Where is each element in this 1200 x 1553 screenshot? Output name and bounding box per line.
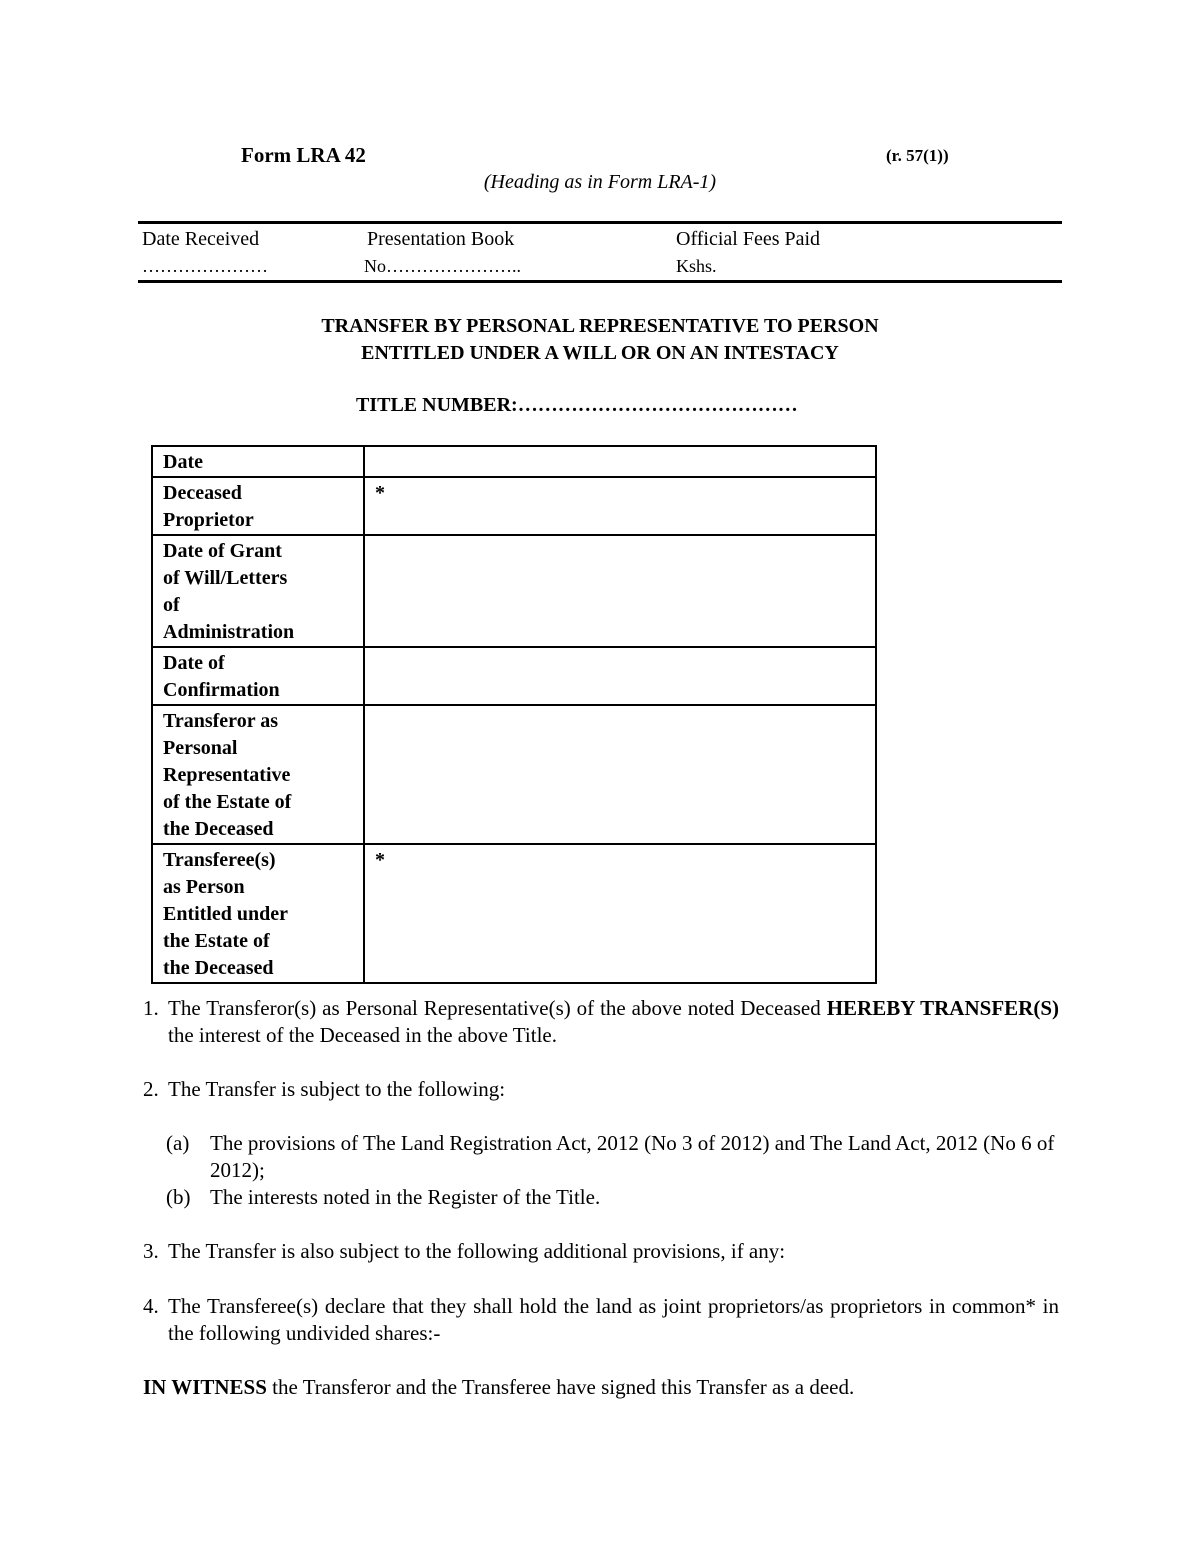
transfer-details-table [151, 445, 877, 984]
clause-1-text-b: the interest of the Deceased in the above Title. [168, 1023, 557, 1047]
clause-1-bold: HEREBY TRANSFER(S) [826, 996, 1059, 1020]
details-label-line: Date of Grant [163, 540, 282, 562]
details-label-line: as Person [163, 876, 245, 898]
clause-3-number: 3. [143, 1239, 159, 1263]
details-label-line: of the Estate of [163, 791, 292, 813]
details-label-line: the Deceased [163, 957, 274, 979]
details-row-value-field[interactable] [364, 844, 876, 983]
details-row [152, 446, 876, 477]
details-label-line: Confirmation [163, 679, 280, 701]
details-row-value-field[interactable] [364, 535, 876, 647]
heading-note: (Heading as in Form LRA-1) [483, 171, 717, 193]
details-label-line: Deceased [163, 482, 242, 504]
clause-2b-text: The interests noted in the Register of the Title. [210, 1185, 601, 1209]
details-label-line: Transferor as [163, 710, 278, 732]
clause-2-text: The Transfer is subject to the following: [168, 1077, 506, 1101]
details-row-label [152, 446, 364, 477]
witness-text: the Transferor and the Transferee have signed this Transfer as a deed. [266, 1375, 855, 1399]
details-value-text: * [375, 849, 385, 871]
details-row-label [152, 535, 364, 647]
details-row-value-field[interactable] [364, 446, 876, 477]
document-title [0, 313, 1200, 367]
clause-2-number: 2. [143, 1077, 159, 1101]
clause-2b-letter: (b) [166, 1185, 191, 1209]
clause-2 [143, 1076, 1059, 1103]
clause-4-text: The Transferee(s) declare that they shall hold the land as joint proprietors/as proprietors in common* in the following undivided shares:- [168, 1294, 1059, 1345]
divider-top [138, 221, 1062, 224]
presentation-book-field[interactable]: No………………….. [364, 256, 521, 276]
details-row-value-field[interactable] [364, 647, 876, 705]
details-label-line: Transferee(s) [163, 849, 276, 871]
details-label-line: Representative [163, 764, 291, 786]
clause-2a [166, 1130, 1059, 1184]
details-label-line: Entitled under [163, 903, 289, 925]
details-row [152, 535, 876, 647]
rule-reference: (r. 57(1)) [886, 146, 949, 165]
details-row-label [152, 647, 364, 705]
details-label-line: Personal [163, 737, 238, 759]
details-label-line: Date [163, 451, 203, 473]
details-row-label [152, 477, 364, 535]
title-number-field[interactable]: TITLE NUMBER:…………………………………… [356, 394, 798, 416]
details-row [152, 647, 876, 705]
details-label-line: Date of [163, 652, 225, 674]
details-label-line: the Estate of [163, 930, 270, 952]
details-row-value-field[interactable] [364, 477, 876, 535]
official-fees-label: Official Fees Paid [676, 228, 821, 250]
details-value-text: * [375, 482, 385, 504]
witness-bold: IN WITNESS [143, 1375, 267, 1399]
clause-1-text-a: The Transferor(s) as Personal Representative(s) of the above noted Deceased [168, 996, 827, 1020]
details-label-line: Proprietor [163, 509, 254, 531]
clause-3-text: The Transfer is also subject to the following additional provisions, if any: [168, 1239, 786, 1263]
document-title-line-2: ENTITLED UNDER A WILL OR ON AN INTESTACY [361, 342, 839, 364]
clause-2a-letter: (a) [166, 1131, 190, 1155]
date-received-label: Date Received [142, 228, 260, 250]
details-row [152, 844, 876, 983]
divider-bottom [138, 280, 1062, 283]
official-fees-field[interactable]: Kshs. [676, 256, 717, 276]
details-label-line: of Will/Letters [163, 567, 288, 589]
clause-2a-text: The provisions of The Land Registration Act, 2012 (No 3 of 2012) and The Land Act, 2012 (No 6 of 2012); [210, 1131, 1055, 1182]
clause-2b [166, 1184, 1059, 1211]
details-row [152, 477, 876, 535]
clause-1-number: 1. [143, 996, 159, 1020]
details-label-line: the Deceased [163, 818, 274, 840]
details-row-value-field[interactable] [364, 705, 876, 844]
form-title: Form LRA 42 [241, 143, 366, 167]
clause-3 [143, 1238, 1059, 1265]
details-label-line: of [163, 594, 180, 616]
clause-4-number: 4. [143, 1294, 159, 1318]
details-row [152, 705, 876, 844]
clause-1 [143, 995, 1059, 1049]
presentation-book-label: Presentation Book [367, 228, 515, 250]
date-received-field[interactable]: ………………… [142, 256, 268, 276]
details-row-label [152, 844, 364, 983]
details-row-label [152, 705, 364, 844]
clause-4 [143, 1293, 1059, 1347]
document-title-line-1: TRANSFER BY PERSONAL REPRESENTATIVE TO PERSON [321, 315, 879, 337]
details-label-line: Administration [163, 621, 295, 643]
witness-clause [143, 1374, 1059, 1401]
